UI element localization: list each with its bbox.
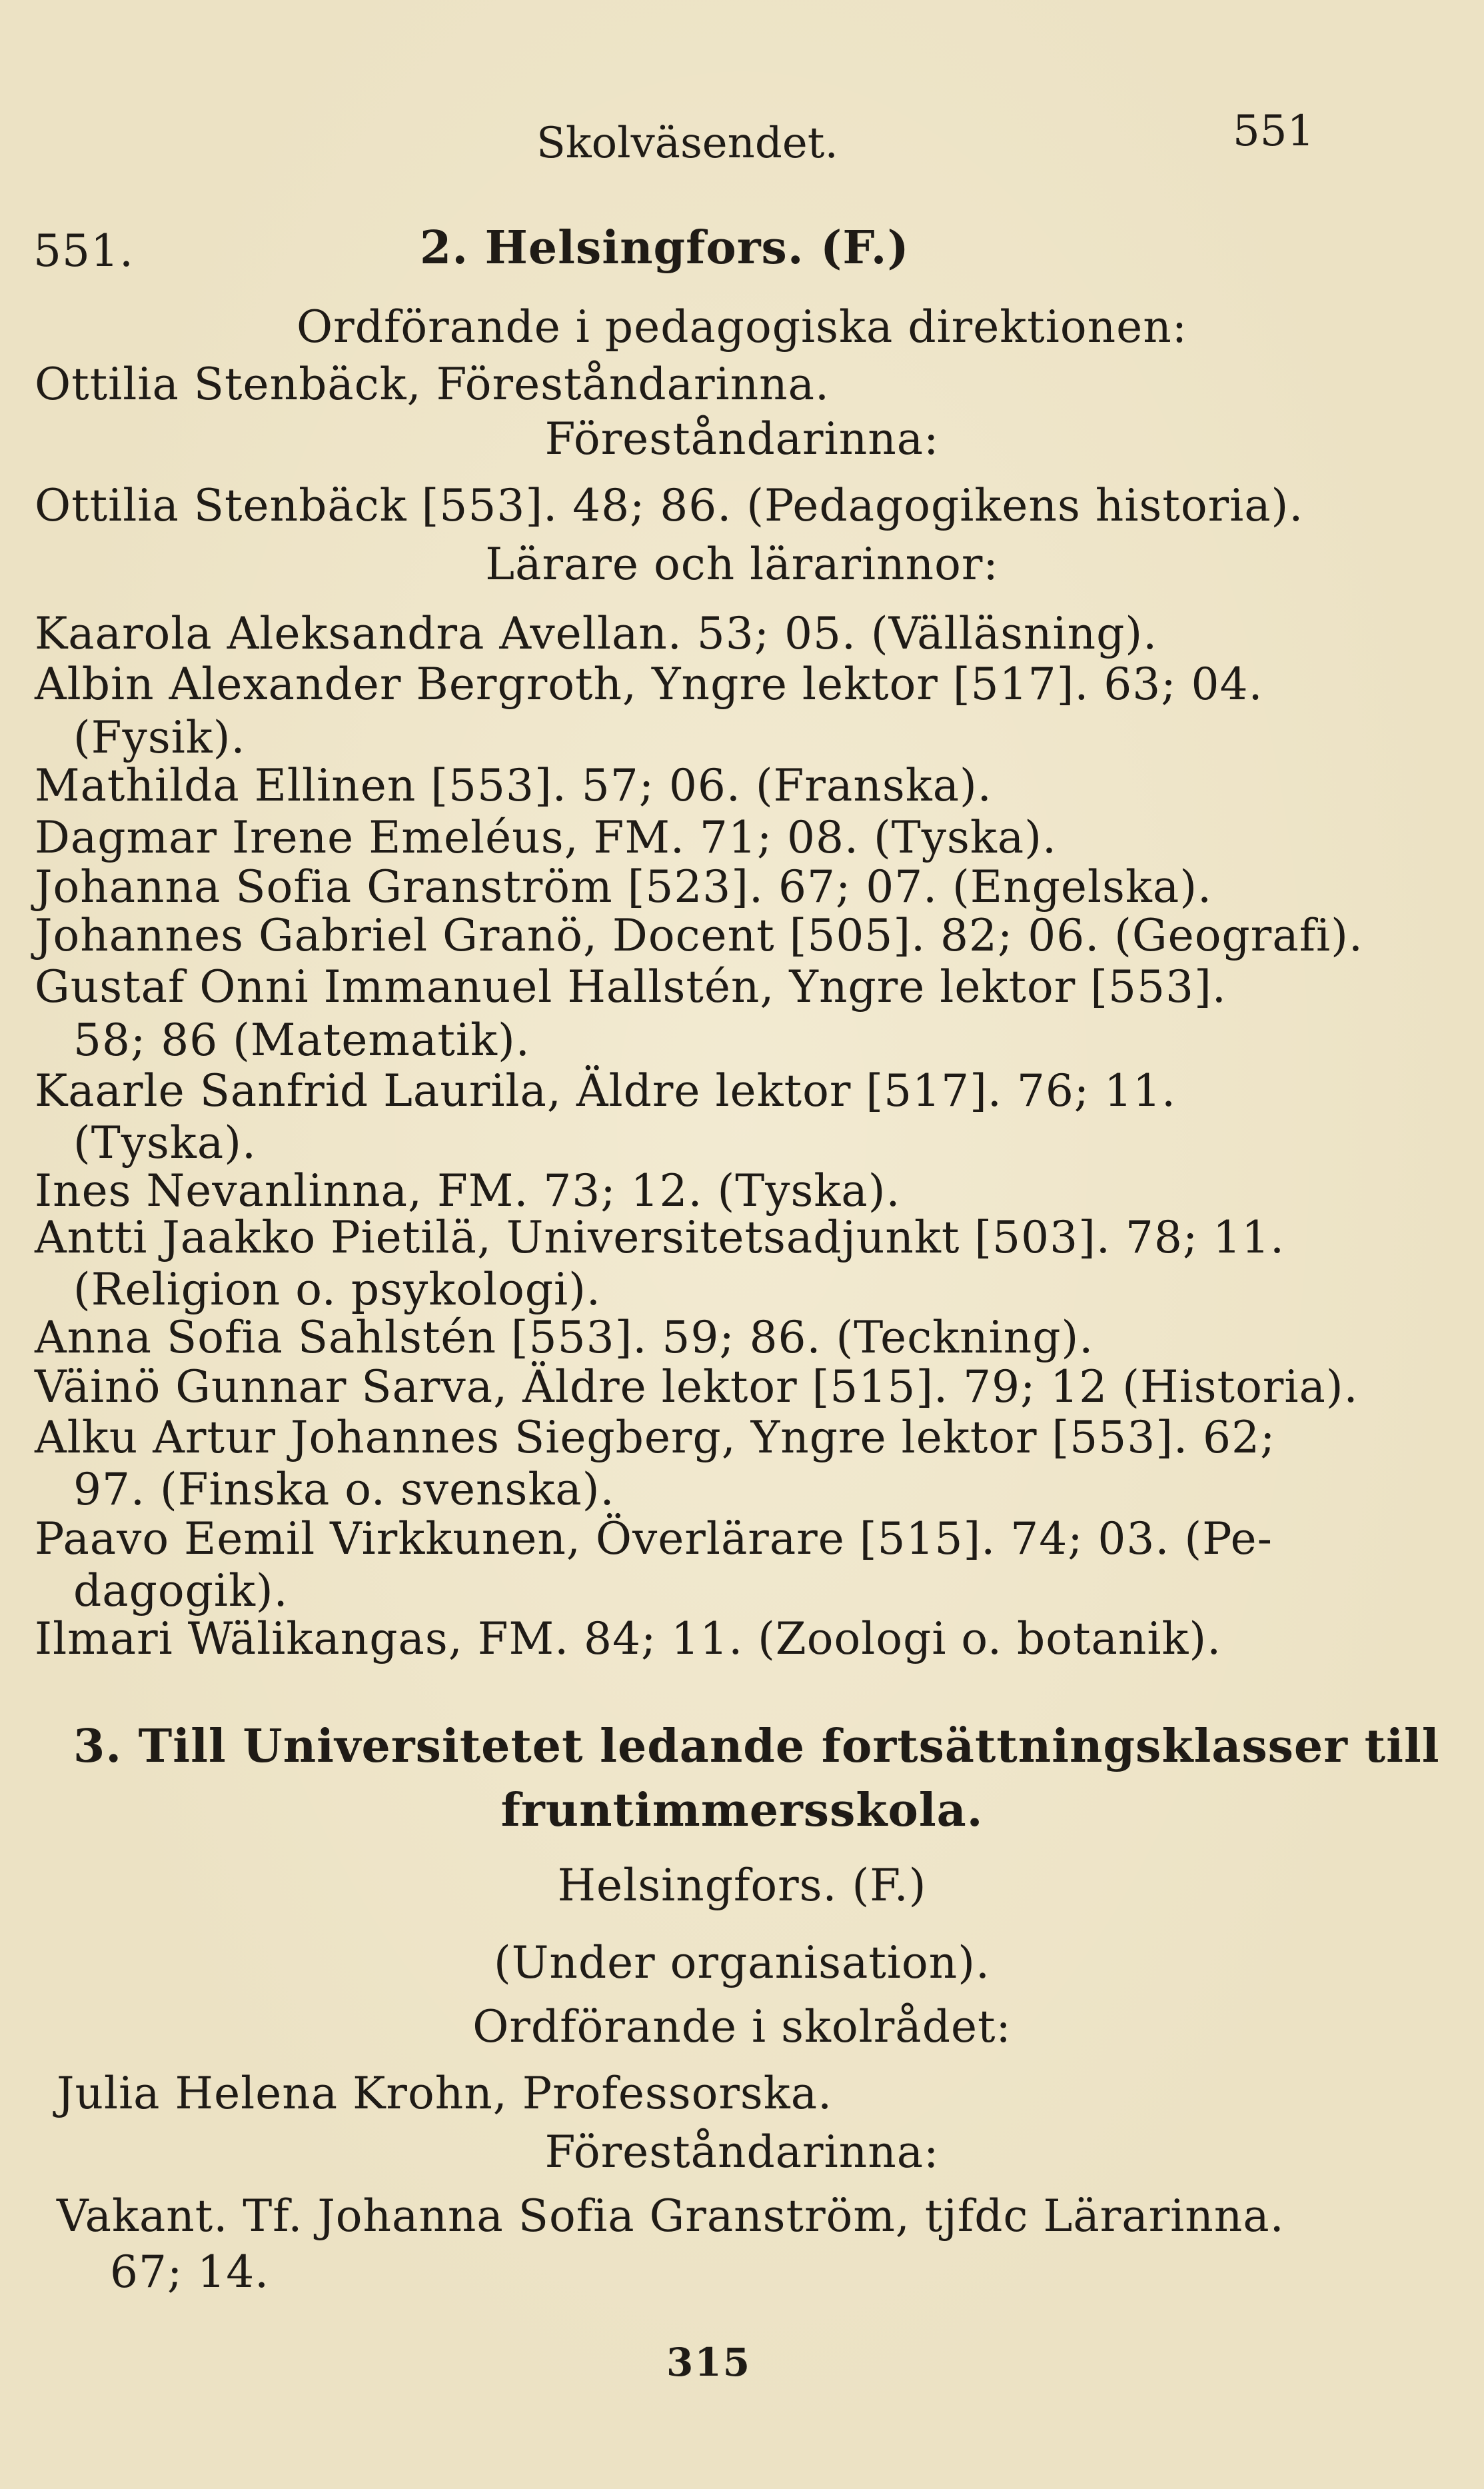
principal-label: Föreståndarinna: <box>544 413 940 465</box>
teacher-line: Paavo Eemil Virkkunen, Överlärare [515]. 74; 03. (Pe- <box>35 1513 1273 1564</box>
chair-label: Ordförande i pedagogiska direktionen: <box>297 301 1187 353</box>
teacher-line: Kaarle Sanfrid Laurila, Äldre lektor [517]. 76; 11. <box>35 1065 1176 1117</box>
chair-value: Ottilia Stenbäck, Föreståndarinna. <box>35 359 830 410</box>
teacher-line: Anna Sofia Sahlstén [553]. 59; 86. (Teckning). <box>35 1312 1094 1363</box>
teacher-line: (Fysik). <box>73 712 246 763</box>
teacher-line: Johanna Sofia Granström [523]. 67; 07. (Engelska). <box>35 861 1212 913</box>
principal-value: Vakant. Tf. Johanna Sofia Granström, tjfdc Lärarinna. <box>57 2190 1285 2242</box>
teacher-line: Ilmari Wälikangas, FM. 84; 11. (Zoologi o. botanik). <box>35 1613 1222 1664</box>
principal-value: Ottilia Stenbäck [553]. 48; 86. (Pedagogikens historia). <box>35 480 1304 531</box>
teacher-line: Mathilda Ellinen [553]. 57; 06. (Franska). <box>35 760 992 811</box>
teacher-line: 97. (Finska o. svenska). <box>73 1464 615 1515</box>
page-number: 551 <box>1233 107 1315 156</box>
city-heading: Helsingfors. (F.) <box>557 1860 927 1911</box>
teacher-line: Antti Jaakko Pietilä, Universitetsadjunkt [503]. 78; 11. <box>35 1212 1285 1263</box>
principal-label: Föreståndarinna: <box>544 2126 940 2178</box>
teacher-line: Väinö Gunnar Sarva, Äldre lektor [515]. 79; 12 (Historia). <box>35 1361 1359 1412</box>
teacher-line: Ines Nevanlinna, FM. 73; 12. (Tyska). <box>35 1165 901 1217</box>
principal-value-continued: 67; 14. <box>110 2246 270 2298</box>
teacher-line: Gustaf Onni Immanuel Hallstén, Yngre lektor [553]. <box>35 961 1227 1013</box>
footer-folio: 315 <box>666 2340 752 2385</box>
teacher-line: Dagmar Irene Emeléus, FM. 71; 08. (Tyska). <box>35 812 1057 863</box>
section-title: 2. Helsingfors. (F.) <box>420 221 910 275</box>
chair-value: Julia Helena Krohn, Professorska. <box>57 2068 833 2119</box>
section-title-continued: fruntimmersskola. <box>500 1784 984 1837</box>
running-title: Skolväsendet. <box>536 119 838 168</box>
teacher-line: Johannes Gabriel Granö, Docent [505]. 82; 06. (Geografi). <box>35 910 1363 961</box>
teacher-line: (Religion o. psykologi). <box>73 1264 601 1315</box>
chair-label: Ordförande i skolrådet: <box>472 2001 1012 2052</box>
teacher-line: Alku Artur Johannes Siegberg, Yngre lektor [553]. 62; <box>35 1412 1276 1463</box>
teacher-line: Kaarola Aleksandra Avellan. 53; 05. (Välläsning). <box>35 608 1158 659</box>
entry-number: 551. <box>33 225 134 277</box>
teacher-line: (Tyska). <box>73 1117 257 1169</box>
teacher-line: 58; 86 (Matematik). <box>73 1015 530 1066</box>
teacher-line: dagogik). <box>73 1565 289 1616</box>
teachers-label: Lärare och lärarinnor: <box>485 539 999 590</box>
teacher-line: Albin Alexander Bergroth, Yngre lektor [517]. 63; 04. <box>35 659 1263 710</box>
section-title: 3. Till Universitetet ledande fortsättningsklasser till <box>73 1720 1440 1773</box>
organisation-note: (Under organisation). <box>493 1937 991 1988</box>
